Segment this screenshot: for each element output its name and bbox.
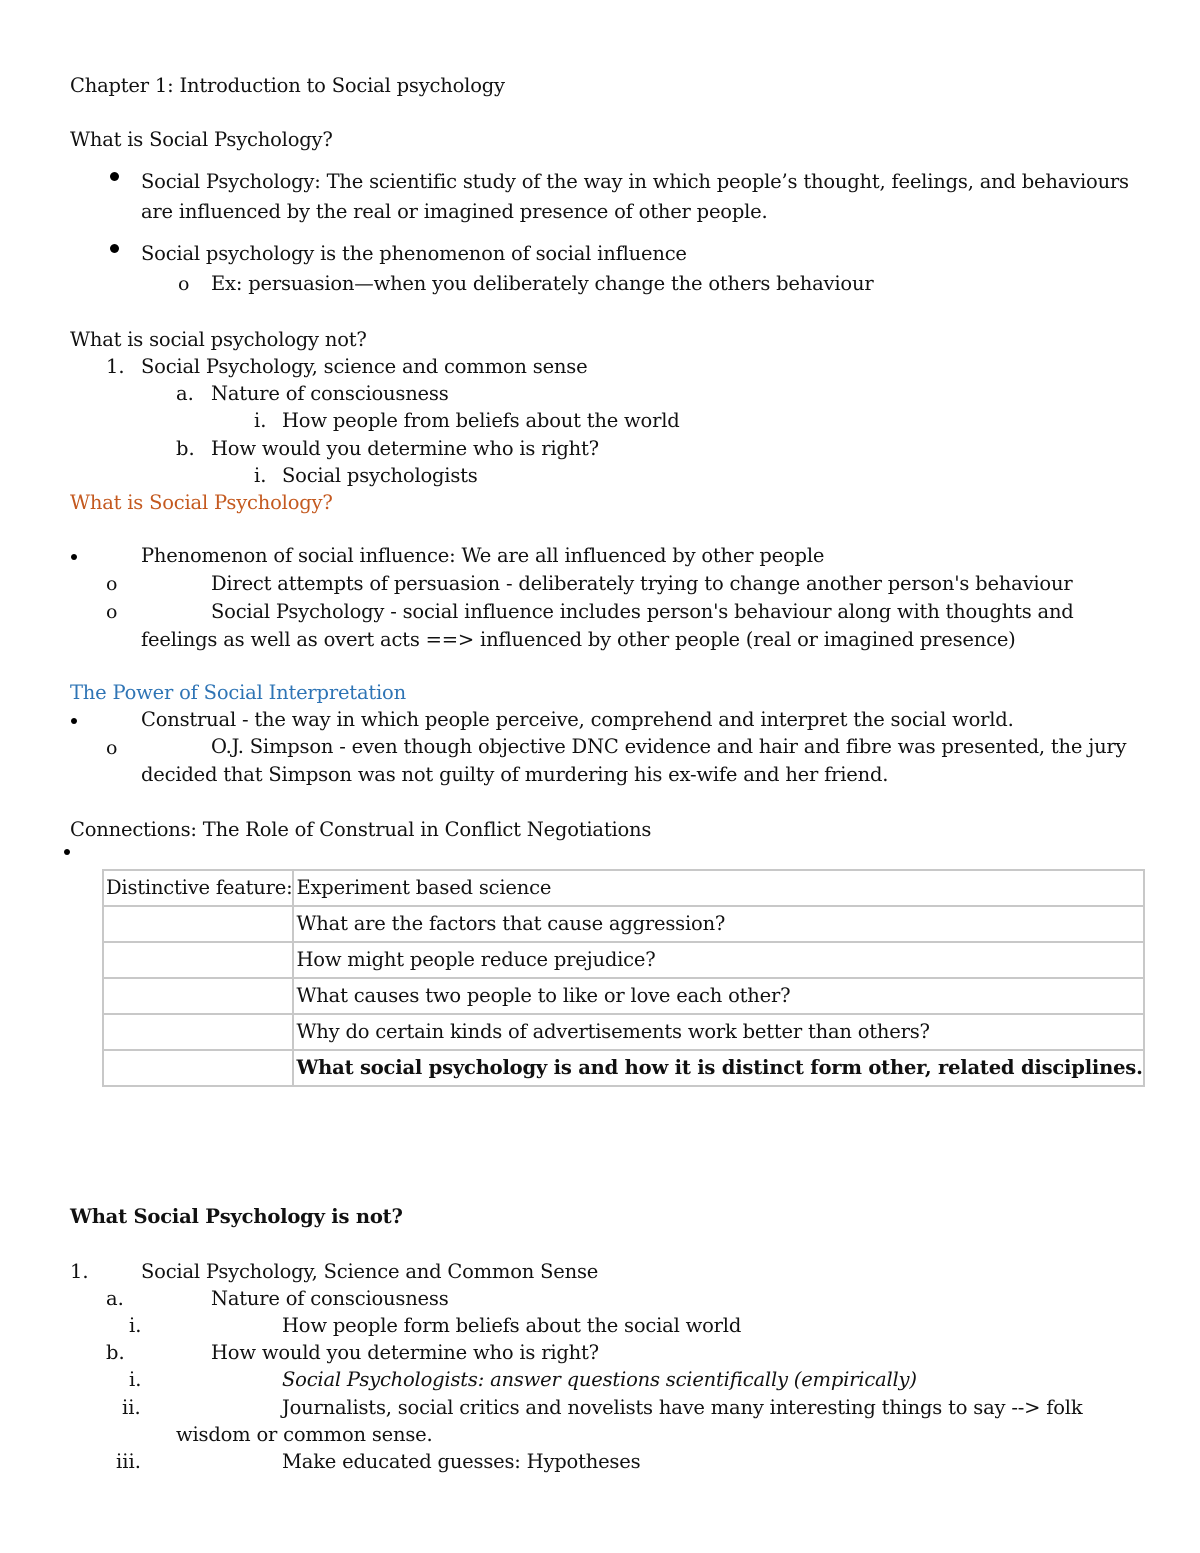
section-heading: What is Social Psychology? bbox=[70, 128, 333, 151]
table-cell bbox=[103, 978, 293, 1014]
list-item: How would you determine who is right? bbox=[211, 1341, 599, 1364]
table-cell: What are the factors that cause aggression? bbox=[293, 906, 1143, 942]
list-item: Social psychologists bbox=[282, 464, 478, 487]
list-item: Social Psychology - social influence includes person's behaviour along with thoughts and bbox=[211, 600, 1074, 623]
list-item: Social Psychology, Science and Common Sense bbox=[141, 1260, 599, 1283]
bullet-icon bbox=[110, 244, 119, 253]
list-item: Nature of consciousness bbox=[211, 1287, 449, 1310]
section-heading: The Power of Social Interpretation bbox=[70, 681, 406, 704]
table-cell: Why do certain kinds of advertisements work better than others? bbox=[293, 1014, 1143, 1050]
list-item: Journalists, social critics and novelists have many interesting things to say --> folk bbox=[282, 1396, 1083, 1419]
list-item: Construal - the way in which people perceive, comprehend and interpret the social world. bbox=[141, 708, 1014, 731]
list-item: Social Psychology: The scientific study of the way in which people’s thought, feelings, and behaviours bbox=[141, 170, 1129, 193]
table-cell: What causes two people to like or love each other? bbox=[293, 978, 1143, 1014]
list-roman: i. bbox=[129, 1314, 142, 1337]
list-letter: b. bbox=[176, 437, 195, 460]
table-row bbox=[103, 978, 1144, 1014]
list-roman: i. bbox=[129, 1368, 142, 1391]
sub-bullet-marker: o bbox=[106, 601, 118, 623]
table-row bbox=[103, 906, 1144, 942]
table-cell: How might people reduce prejudice? bbox=[293, 942, 1143, 978]
sub-bullet-marker: o bbox=[106, 573, 118, 595]
table-row bbox=[103, 870, 1144, 906]
table-row bbox=[103, 1014, 1144, 1050]
list-roman: ii. bbox=[122, 1396, 141, 1419]
list-roman: i. bbox=[254, 464, 267, 487]
list-item: Social Psychologists: answer questions scientifically (empirically) bbox=[282, 1368, 917, 1391]
table-cell bbox=[103, 1050, 293, 1086]
bullet-icon bbox=[64, 849, 70, 855]
list-item: Nature of consciousness bbox=[211, 382, 449, 405]
section-heading: What is Social Psychology? bbox=[70, 491, 333, 514]
bullet-icon bbox=[110, 172, 119, 181]
list-item: How would you determine who is right? bbox=[211, 437, 599, 460]
list-number: 1. bbox=[106, 355, 125, 378]
section-heading: What Social Psychology is not? bbox=[70, 1205, 403, 1228]
table-cell: Experiment based science bbox=[293, 870, 1143, 906]
list-letter: a. bbox=[176, 382, 194, 405]
list-item-continuation: decided that Simpson was not guilty of murdering his ex-wife and her friend. bbox=[141, 763, 889, 786]
list-item: Social psychology is the phenomenon of social influence bbox=[141, 242, 687, 265]
list-letter: b. bbox=[106, 1341, 125, 1364]
section-heading: What is social psychology not? bbox=[70, 328, 367, 351]
list-item: Phenomenon of social influence: We are all influenced by other people bbox=[141, 544, 825, 567]
table-cell bbox=[103, 906, 293, 942]
list-item: How people from beliefs about the world bbox=[282, 409, 680, 432]
bullet-icon bbox=[71, 718, 77, 724]
list-roman: iii. bbox=[116, 1450, 141, 1473]
list-item: Social Psychology, science and common sense bbox=[141, 355, 588, 378]
list-number: 1. bbox=[70, 1260, 89, 1283]
list-item: O.J. Simpson - even though objective DNC evidence and hair and fibre was presented, the jury bbox=[211, 735, 1127, 758]
list-item: Ex: persuasion—when you deliberately change the others behaviour bbox=[211, 272, 874, 295]
table-cell bbox=[103, 1014, 293, 1050]
sub-bullet-marker: o bbox=[178, 273, 190, 295]
list-item-continuation: are influenced by the real or imagined presence of other people. bbox=[141, 200, 768, 223]
table-cell: What social psychology is and how it is distinct form other, related disciplines. bbox=[293, 1050, 1143, 1086]
list-item: How people form beliefs about the social world bbox=[282, 1314, 742, 1337]
list-letter: a. bbox=[106, 1287, 124, 1310]
list-roman: i. bbox=[254, 409, 267, 432]
list-item: Direct attempts of persuasion - deliberately trying to change another person's behaviour bbox=[211, 572, 1073, 595]
feature-table bbox=[102, 869, 1145, 1087]
list-item: Make educated guesses: Hypotheses bbox=[282, 1450, 641, 1473]
table-cell: Distinctive feature: bbox=[103, 870, 293, 906]
table-cell bbox=[103, 942, 293, 978]
list-item-continuation: feelings as well as overt acts ==> influenced by other people (real or imagined presence) bbox=[141, 628, 1016, 651]
table-row bbox=[103, 942, 1144, 978]
page-title: Chapter 1: Introduction to Social psychology bbox=[70, 74, 505, 97]
table-row bbox=[103, 1050, 1144, 1086]
sub-bullet-marker: o bbox=[106, 737, 118, 759]
list-item-continuation: wisdom or common sense. bbox=[176, 1423, 433, 1446]
bullet-icon bbox=[71, 554, 77, 560]
section-heading: Connections: The Role of Construal in Conflict Negotiations bbox=[70, 818, 652, 841]
